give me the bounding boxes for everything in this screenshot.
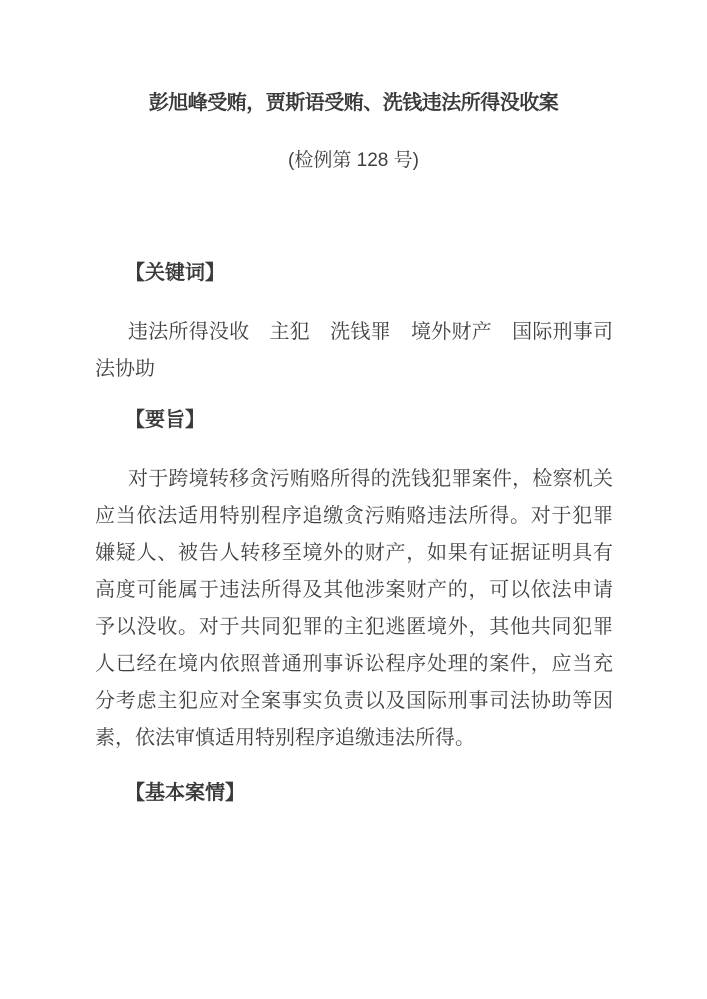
case-number: (检例第 128 号) (288, 150, 419, 171)
keywords-heading: 【关键词】 (125, 262, 225, 284)
abstract-heading: 【要旨】 (125, 409, 205, 431)
keywords-list: 违法所得没收 主犯 洗钱罪 境外财产 国际刑事司法协助 (95, 321, 613, 380)
abstract-body: 对于跨境转移贪污贿赂所得的洗钱犯罪案件，检察机关应当依法适用特别程序追缴贪污贿赂违法所得。对于犯罪嫌疑人、被告人转移至境外的财产，如果有证据证明具有高度可能属于违法所得及其他涉案财产的，可以依法申请予以没收。对于共同犯罪的主犯逃匿境外，其他共同犯罪人已经在境内依照普通刑事诉讼程序处理的案件，应当充分考虑主犯应对全案事实负责以及国际刑事司法协助等因素，依法审慎适用特别程序追缴违法所得。 (95, 468, 613, 749)
case-title: 彭旭峰受贿，贾斯语受贿、洗钱违法所得没收案 (148, 92, 559, 114)
basic-facts-heading: 【基本案情】 (125, 782, 245, 804)
